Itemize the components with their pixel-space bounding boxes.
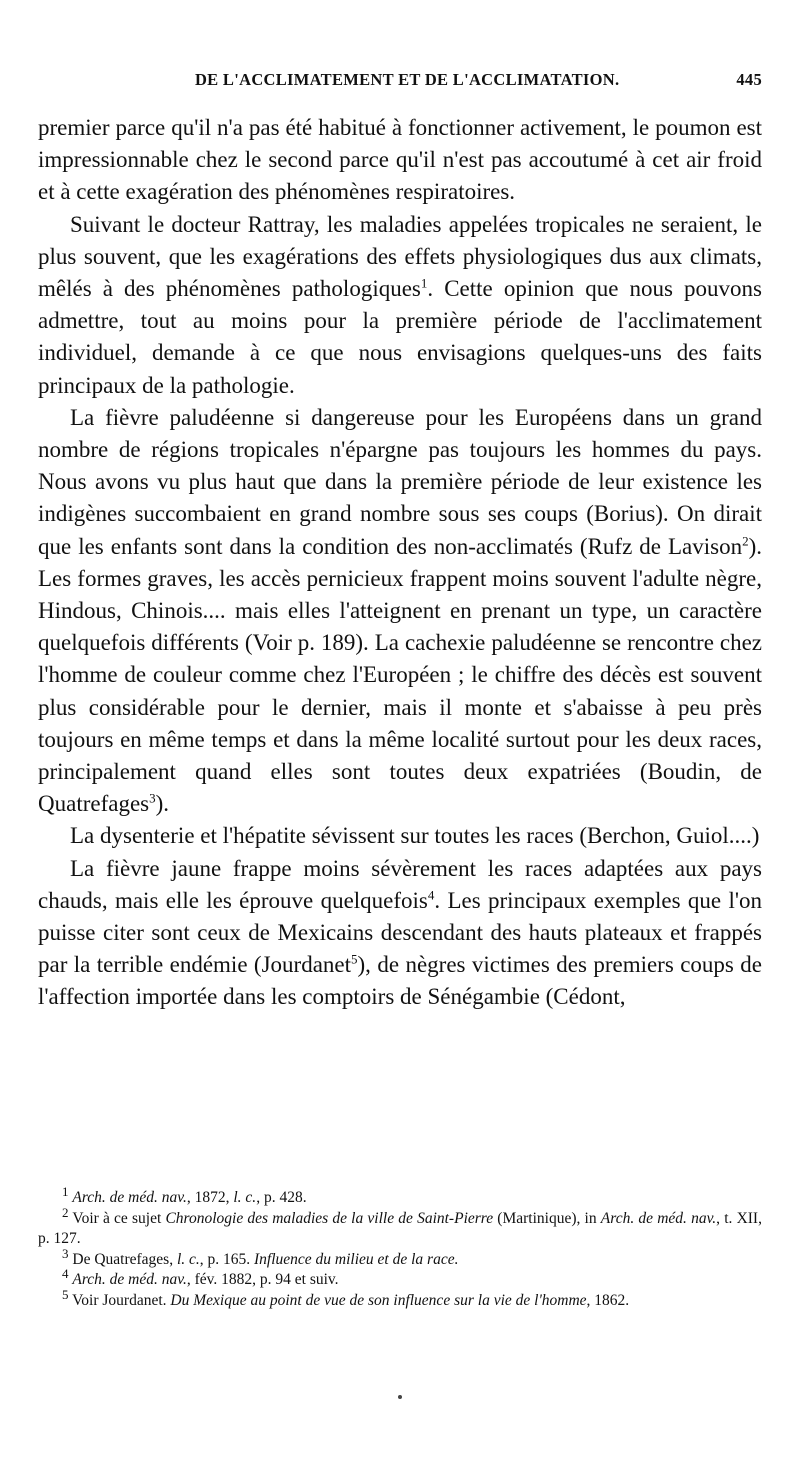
footnote-ref: 1: [420, 275, 428, 291]
footnote-ref: 2: [742, 532, 749, 548]
footnote-ref: 3: [149, 790, 156, 806]
footnote-ref: 5: [351, 951, 358, 967]
footnote: $^2$ Voir à ce sujet Chronologie des maladies de la ville de Saint-Pierre (Martinique), in Arch. de méd. nav., t. XII, p. 127.: [38, 1204, 762, 1247]
paragraph: Suivant le docteur Rattray, les maladies appelées tropicales ne seraient, le plus souvent, que les exagérations des effets physiologiques dus aux climats, mêlés à des phénomènes pathologiques$^1$. Cette opinion que nous pouvons admettre, tout au moins pour la première période de l'acclimatement individuel, demande à ce que nous envisagions quelques-uns des faits principaux de la pathologie.: [38, 211, 762, 398]
footnote: $^1$ Arch. de méd. nav., 1872, l. c., p. 428.: [62, 1183, 307, 1206]
paragraph: premier parce qu'il n'a pas été habitué à fonctionner activement, le poumon est impressionnable chez le second parce qu'il n'est pas accoutumé à cet air froid et à cette exagération des phénomènes respiratoires.: [38, 115, 762, 205]
footnote: $^4$ Arch. de méd. nav., fév. 1882, p. 94 et suiv.: [62, 1265, 339, 1288]
print-speck: [398, 1395, 402, 1399]
paragraph: La fièvre jaune frappe moins sévèrement les races adaptées aux pays chauds, mais elle les éprouve quelquefois$^4$. Les principaux exemples que l'on puisse citer sont ceux de Mexicains descendant des hauts plateaux et frappés par la terrible endémie (Jourdanet$^5$), de nègres victimes des premiers coups de l'affection importée dans les comptoirs de Sénégambie (Cédont,: [38, 855, 763, 1010]
running-title: DE L'ACCLIMATEMENT ET DE L'ACCLIMATATION.: [194, 70, 620, 89]
paragraph: La dysenterie et l'hépatite sévissent sur toutes les races (Berchon, Guiol....): [70, 823, 760, 849]
paragraph: La fièvre paludéenne si dangereuse pour les Européens dans un grand nombre de régions tropicales n'épargne pas toujours les hommes du pays. Nous avons vu plus haut que dans la première période de leur existence les indigènes succombaient en grand nombre sous ses coups (Borius). On dirait que les enfants sont dans la condition des non-acclimatés (Rufz de Lavison$^2$). Les formes graves, les accès pernicieux frappent moins souvent l'adulte nègre, Hindous, Chinois.... mais elles l'atteignent en prenant un type, un caractère quelquefois différents (Voir p. 189). La cachexie paludéenne se rencontre chez l'homme de couleur comme chez l'Européen ; le chiffre des décès est souvent plus considérable pour le dernier, mais il monte et s'abaisse à peu près toujours en même temps et dans la même localité surtout pour les deux races, principalement quand elles sont toutes deux expatriées (Boudin, de Quatrefages$^3$).: [38, 404, 762, 817]
running-header: [38, 70, 762, 98]
footnote: $^5$ Voir Jourdanet. Du Mexique au point de vue de son influence sur la vie de l'homme, 1862.: [62, 1286, 630, 1309]
footnote: $^3$ De Quatrefages, l. c., p. 165. Influence du milieu et de la race.: [62, 1245, 459, 1268]
footnotes: [38, 1183, 762, 1311]
body-text: [38, 112, 762, 1014]
page-number: 445: [736, 70, 762, 89]
footnote-ref: 4: [427, 887, 435, 903]
